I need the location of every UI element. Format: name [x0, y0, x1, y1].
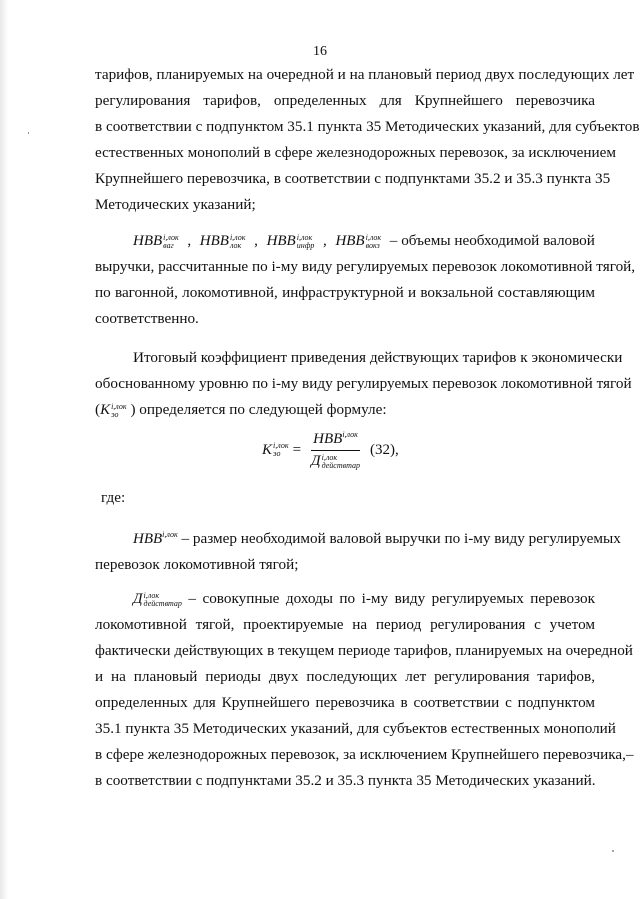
where-label: где: [101, 489, 126, 506]
text-line: перевозок локомотивной тягой; [95, 556, 299, 574]
text-line: локомотивной тягой, проектируемые на период регулирования с учетом [95, 616, 595, 633]
definition-nvv [95, 522, 621, 578]
text-line: естественных монополий в сфере железнодорожных перевозок, за исключением [95, 144, 616, 161]
text-line: обоснованному уровню по i-му виду регулируемых перевозок локомотивной тягой [95, 375, 632, 392]
text-line: 35.1 пункта 35 Методических указаний, для субъектов естественных монополий [95, 720, 616, 737]
scan-speck [612, 850, 614, 852]
formula-numerator: $НВВ^{i,лок}$ [311, 430, 360, 451]
text-line: Крупнейшего перевозчика, в соответствии с подпунктами 35.2 и 35.3 пункта 35 [95, 170, 611, 187]
text-line: $НВВ^{i,лок}$ – размер необходимой валовой выручки по i-му виду регулируемых [133, 530, 621, 548]
k-eo-symbol: K [100, 402, 111, 418]
definition-income [95, 586, 634, 794]
text-line: выручки, рассчитанные по i-му виду регулируемых перевозок локомотивной тягой, [95, 258, 636, 275]
nvv-infr-symbol: НВВ i,лок инфр [266, 232, 315, 250]
nvv-vag-symbol: НВВ i,лок ваг [133, 232, 179, 250]
scan-edge-shadow [0, 0, 8, 899]
text-line: и на плановый периоды двух последующих лет регулирования тарифов, [95, 668, 595, 685]
formula-denominator: Д i,лок действтар [311, 452, 360, 470]
formula-32: K i,лок эо = $НВВ^{i,лок}$ Д i,лок действтар (32), [262, 430, 399, 470]
formula-lhs: K [262, 441, 273, 458]
page-number: 16 [313, 44, 327, 59]
text-line: Итоговый коэффициент приведения действующих тарифов к экономически [133, 349, 623, 366]
symbol-line: НВВ i,лок ваг , НВВ i,лок лок , НВВ i,лок инфр , НВВ i,лок вокз – объемы необходимой валовой [95, 228, 595, 254]
text-line: (K i,лок эо ) определяется по следующей формуле: [95, 401, 387, 419]
text-line: в соответствии с подпунктом 35.1 пункта 35 Методических указаний, для субъектов [95, 118, 640, 135]
paragraph-coefficient [95, 345, 632, 423]
d-deistvtar-symbol: Д [133, 591, 143, 607]
scan-speck [28, 132, 29, 134]
text-line: в сфере железнодорожных перевозок, за исключением Крупнейшего перевозчика,– [95, 746, 634, 763]
text-line: соответственно. [95, 310, 199, 327]
text-line: определенных для Крупнейшего перевозчика в соответствии с подпунктом [95, 694, 595, 711]
paragraph-nvv-components [95, 228, 636, 332]
paragraph-continuation [95, 62, 640, 218]
nvv-vokz-symbol: НВВ i,лок вокз [335, 232, 382, 250]
text-line: фактически действующих в текущем периоде тарифов, планируемых на очередной [95, 642, 633, 659]
text-line: по вагонной, локомотивной, инфраструктурной и вокзальной составляющим [95, 284, 595, 301]
nvv-symbol: НВВ [133, 531, 163, 548]
nvv-lok-symbol: НВВ i,лок лок [199, 232, 246, 250]
text-line: тарифов, планируемых на очередной и на плановый период двух последующих лет [95, 66, 635, 83]
formula-label: (32), [369, 441, 399, 458]
formula-equals: = [292, 441, 302, 458]
text-line: Д i,лок действтар – совокупные доходы по i-му виду регулируемых перевозок [133, 590, 596, 608]
text-line: в соответствии с подпунктами 35.2 и 35.3 пункта 35 Методических указаний. [95, 772, 596, 789]
formula-fraction [311, 430, 360, 470]
text-line-tail: – объемы необходимой валовой [389, 232, 595, 249]
text-line: регулирования тарифов, определенных для Крупнейшего перевозчика [95, 92, 595, 109]
text-line: Методических указаний; [95, 196, 256, 213]
